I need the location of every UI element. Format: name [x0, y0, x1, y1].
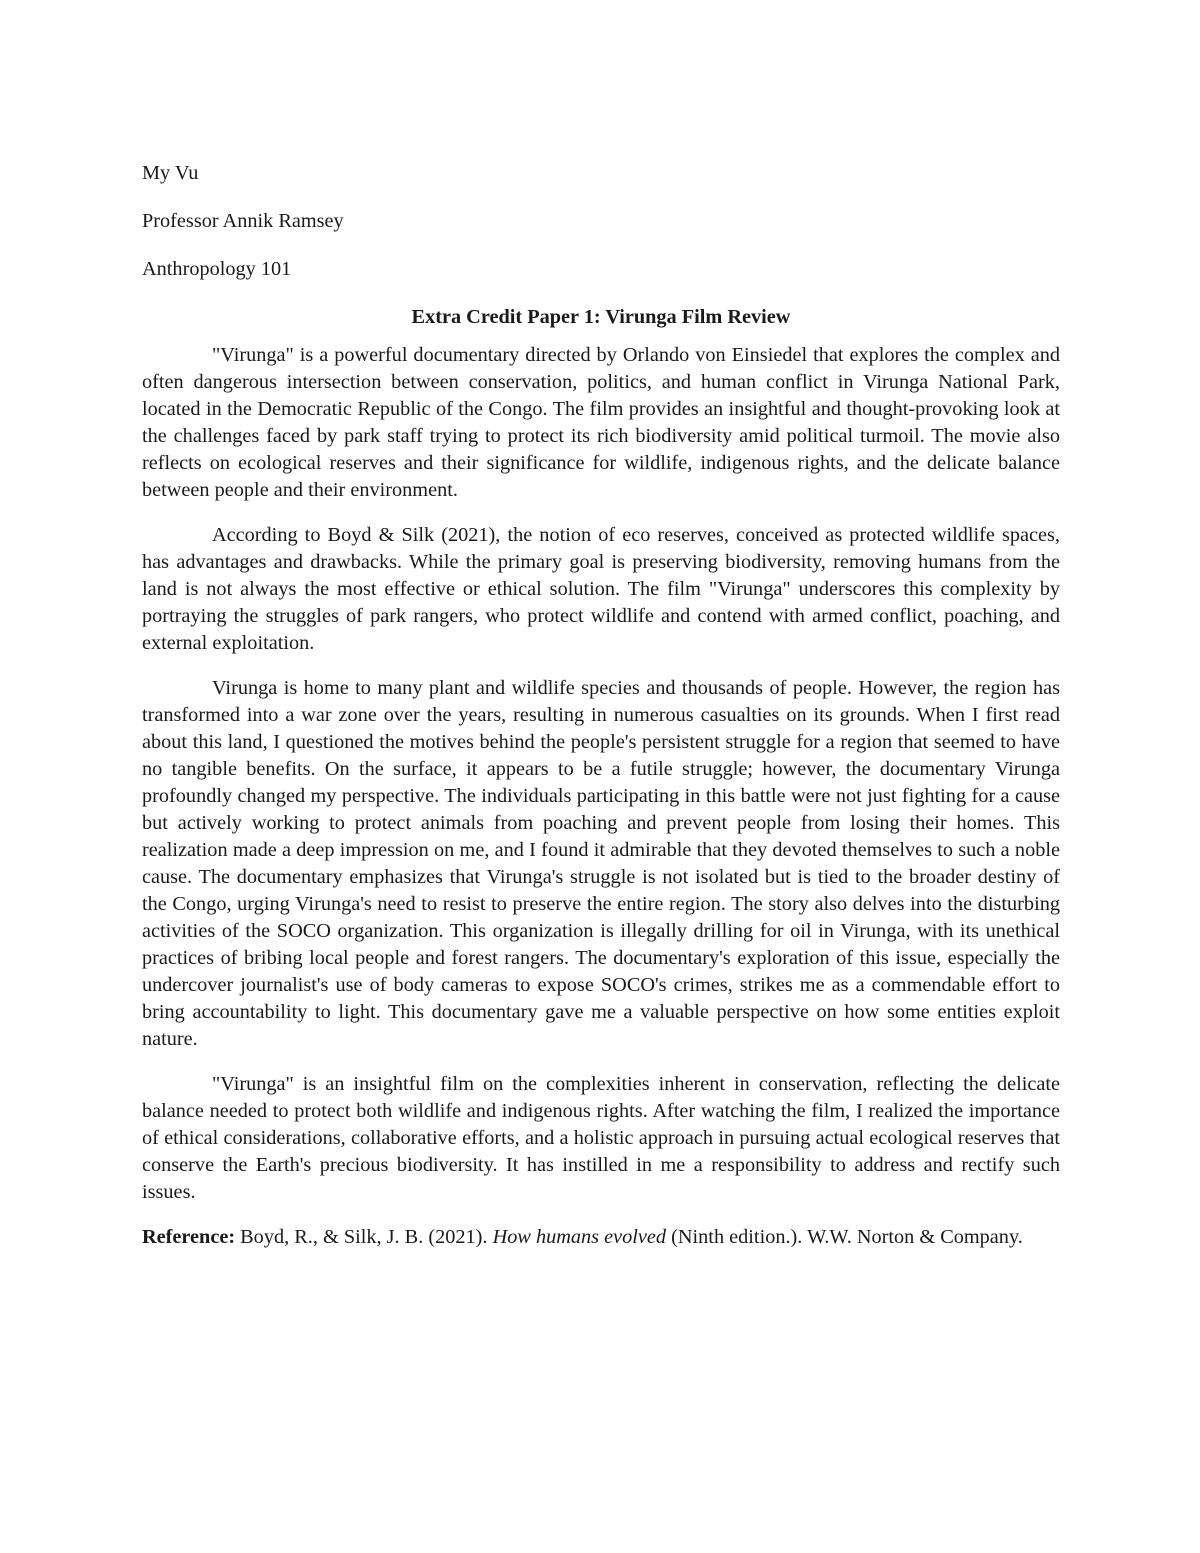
paragraph-eco-reserves: According to Boyd & Silk (2021), the notion of eco reserves, conceived as protected wildlife spaces, has advantages and drawbacks. While the primary goal is preserving biodiversity, removing humans from the land is not always the most effective or ethical solution. The film "Virunga" underscores this complexity by portraying the struggles of park rangers, who protect wildlife and contend with armed conflict, poaching, and external exploitation.	[142, 524, 1060, 654]
professor-name: Professor Annik Ramsey	[142, 210, 344, 232]
reference	[142, 1224, 1060, 1251]
reference-authors: Boyd, R., & Silk, J. B. (2021).	[235, 1226, 493, 1248]
reference-label: Reference:	[142, 1226, 236, 1248]
reference-publisher: (Ninth edition.). W.W. Norton & Company.	[666, 1226, 1023, 1248]
document-page	[142, 160, 1060, 1251]
paragraph-virunga-struggle: Virunga is home to many plant and wildlife species and thousands of people. However, the region has transformed into a war zone over the years, resulting in numerous casualties on its grounds. When I first read about this land, I questioned the motives behind the people's persistent struggle for a region that seemed to have no tangible benefits. On the surface, it appears to be a futile struggle; however, the documentary Virunga profoundly changed my perspective. The individuals participating in this battle were not just fighting for a cause but actively working to protect animals from poaching and prevent people from losing their homes. This realization made a deep impression on me, and I found it admirable that they devoted themselves to such a noble cause. The documentary emphasizes that Virunga's struggle is not isolated but is tied to the broader destiny of the Congo, urging Virunga's need to resist to preserve the entire region. The story also delves into the disturbing activities of the SOCO organization. This organization is illegally drilling for oil in Virunga, with its unethical practices of bribing local people and forest rangers. The documentary's exploration of this issue, especially the undercover journalist's use of body cameras to expose SOCO's crimes, strikes me as a commendable effort to bring accountability to light. This documentary gave me a valuable perspective on how some entities exploit nature.	[142, 677, 1060, 1050]
reference-book-title: How humans evolved	[492, 1226, 667, 1248]
paper-title: Extra Credit Paper 1: Virunga Film Review	[411, 306, 791, 328]
paragraph-conclusion: "Virunga" is an insightful film on the complexities inherent in conservation, reflecting the delicate balance needed to protect both wildlife and indigenous rights. After watching the film, I realized the importance of ethical considerations, collaborative efforts, and a holistic approach in pursuing actual ecological reserves that conserve the Earth's precious biodiversity. It has instilled in me a responsibility to address and rectify such issues.	[142, 1073, 1060, 1203]
course-name: Anthropology 101	[142, 258, 292, 280]
paragraph-intro: "Virunga" is a powerful documentary directed by Orlando von Einsiedel that explores the complex and often dangerous intersection between conservation, politics, and human conflict in Virunga National Park, located in the Democratic Republic of the Congo. The film provides an insightful and thought-provoking look at the challenges faced by park staff trying to protect its rich biodiversity amid political turmoil. The movie also reflects on ecological reserves and their significance for wildlife, indigenous rights, and the delicate balance between people and their environment.	[142, 344, 1060, 501]
student-name: My Vu	[142, 162, 199, 184]
